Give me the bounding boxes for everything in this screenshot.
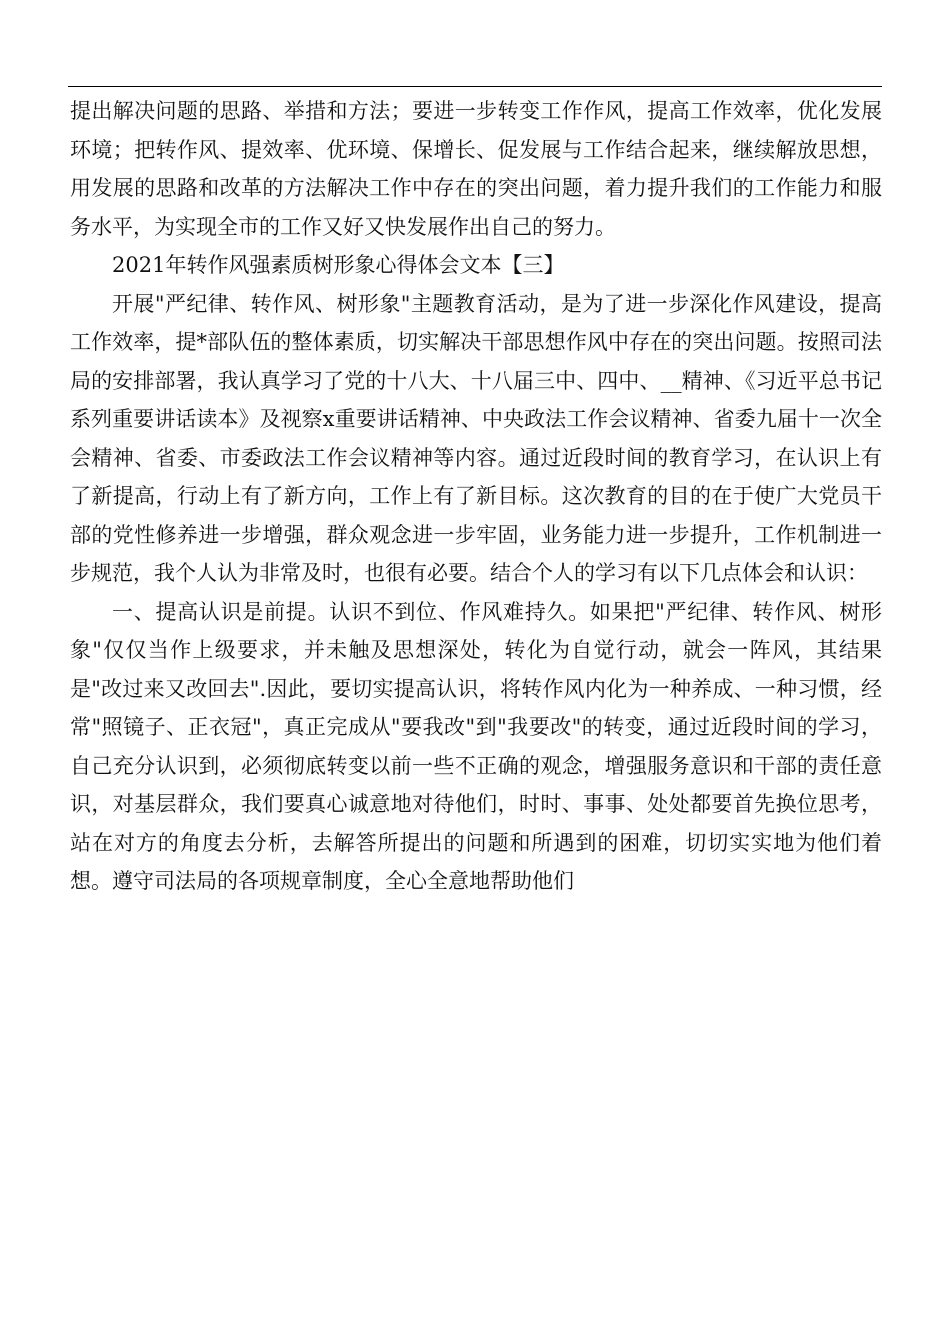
header-rule [68, 86, 882, 87]
paragraph-intro: 开展"严纪律、转作风、树形象"主题教育活动，是为了进一步深化作风建设，提高工作效率，提*部队伍的整体素质，切实解决干部思想作风中存在的突出问题。按照司法局的安排部署，我认真学习了党的十八大、十八届三中、四中、__精神、《习近平总书记系列重要讲话读本》及视察x重要讲话精神、中央政法工作会议精神、省委九届十一次全会精神、省委、市委政法工作会议精神等内容。通过近段时间的教育学习，在认识上有了新提高，行动上有了新方向，工作上有了新目标。这次教育的目的在于使广大党员干部的党性修养进一步增强，群众观念进一步牢固，业务能力进一步提升，工作机制进一步规范，我个人认为非常及时，也很有必要。结合个人的学习有以下几点体会和认识： [70, 291, 882, 585]
document-body [70, 92, 882, 901]
paragraph-point-one: 一、提高认识是前提。认识不到位、作风难持久。如果把"严纪律、转作风、树形象"仅仅当作上级要求，并未触及思想深处，转化为自觉行动，就会一阵风，其结果是"改过来又改回去".因此，要切实提高认识，将转作风内化为一种养成、一种习惯，经常"照镜子、正衣冠"，真正完成从"要我改"到"我要改"的转变，通过近段时间的学习，自己充分认识到，必须彻底转变以前一些不正确的观念，增强服务意识和干部的责任意识，对基层群众，我们要真心诚意地对待他们，时时、事事、处处都要首先换位思考，站在对方的角度去分析，去解答所提出的问题和所遇到的困难，切切实实地为他们着想。遵守司法局的各项规章制度，全心全意地帮助他们 [70, 599, 882, 893]
paragraph-continuation: 提出解决问题的思路、举措和方法；要进一步转变工作作风，提高工作效率，优化发展环境；把转作风、提效率、优环境、保增长、促发展与工作结合起来，继续解放思想，用发展的思路和改革的方法解决工作中存在的突出问题，着力提升我们的工作能力和服务水平，为实现全市的工作又好又快发展作出自己的努力。 [70, 99, 882, 239]
section-heading: 2021年转作风强素质树形象心得体会文本【三】 [112, 253, 565, 277]
